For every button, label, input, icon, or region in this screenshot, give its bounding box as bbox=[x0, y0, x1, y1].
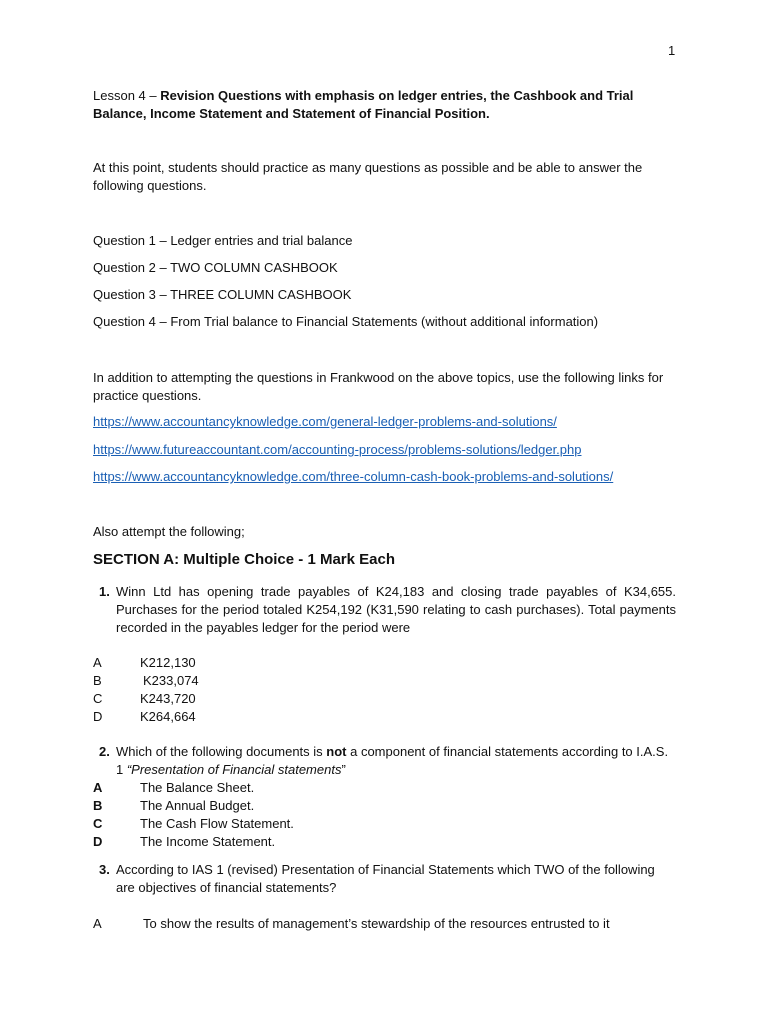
lesson-heading: Revision Questions with emphasis on ledger entries, the Cashbook and Trial Balance, Income Statement and Statement of Financial Position. bbox=[93, 88, 634, 121]
link-three-column-cash-book[interactable]: https://www.accountancyknowledge.com/three-column-cash-book-problems-and-solutions/ bbox=[93, 469, 614, 484]
intro-paragraph: At this point, students should practice as many questions as possible and be able to answer the following questions. bbox=[93, 160, 643, 193]
option-value: K212,130 bbox=[140, 655, 196, 670]
option-label: C bbox=[93, 691, 103, 706]
also-attempt-text: Also attempt the following; bbox=[93, 524, 245, 539]
section-heading: SECTION A: Multiple Choice - 1 Mark Each bbox=[93, 551, 395, 568]
question-list-item: Question 2 – TWO COLUMN CASHBOOK bbox=[93, 260, 338, 275]
option-value: The Income Statement. bbox=[140, 834, 276, 849]
option-label: D bbox=[93, 834, 103, 849]
links-intro: In addition to attempting the questions in Frankwood on the above topics, use the following links for practice questions. bbox=[93, 370, 664, 403]
option-value: K233,074 bbox=[143, 673, 199, 688]
option-value: The Cash Flow Statement. bbox=[140, 816, 294, 831]
option-label: D bbox=[93, 709, 103, 724]
option-value: The Balance Sheet. bbox=[140, 780, 255, 795]
question-number: 3. bbox=[99, 862, 110, 877]
question-list-item: Question 4 – From Trial balance to Financial Statements (without additional information) bbox=[93, 314, 599, 329]
lesson-prefix: Lesson 4 – bbox=[93, 88, 161, 103]
option-label: C bbox=[93, 816, 103, 831]
option-value: The Annual Budget. bbox=[140, 798, 255, 813]
question-3-text: According to IAS 1 (revised) Presentation of Financial Statements which TWO of the following are objectives of financial statements? bbox=[116, 862, 655, 895]
lesson-title bbox=[93, 87, 673, 123]
option-label: B bbox=[93, 673, 102, 688]
question-2-emphasis: not bbox=[326, 744, 347, 759]
question-1-text: Winn Ltd has opening trade payables of K24,183 and closing trade payables of K34,655. Purchases for the period totaled K254,192 (K31,590 relating to cash purchases). Total payments recorded in the payables ledger for the period were bbox=[116, 584, 676, 635]
option-label: B bbox=[93, 798, 103, 813]
option-label: A bbox=[93, 780, 103, 795]
option-label: A bbox=[93, 655, 102, 670]
page-number: 1 bbox=[668, 43, 676, 58]
option-value: K264,664 bbox=[140, 709, 196, 724]
link-general-ledger[interactable]: https://www.accountancyknowledge.com/general-ledger-problems-and-solutions/ bbox=[93, 414, 557, 429]
question-list-item: Question 1 – Ledger entries and trial balance bbox=[93, 233, 353, 248]
question-2-text-end: ” bbox=[341, 762, 346, 777]
option-value: K243,720 bbox=[140, 691, 196, 706]
question-number: 2. bbox=[99, 744, 110, 759]
link-future-accountant[interactable]: https://www.futureaccountant.com/accounting-process/problems-solutions/ledger.php bbox=[93, 442, 582, 457]
question-2-text bbox=[116, 743, 676, 779]
option-value: To show the results of management’s stewardship of the resources entrusted to it bbox=[143, 916, 610, 931]
option-label: A bbox=[93, 916, 102, 931]
question-2-text-middle: a component of financial statements according to I.A.S. 1 bbox=[116, 744, 669, 777]
question-2-text-start: Which of the following documents is bbox=[116, 744, 327, 759]
question-list-item: Question 3 – THREE COLUMN CASHBOOK bbox=[93, 287, 352, 302]
question-2-standard-title: “Presentation of Financial statements bbox=[126, 762, 342, 777]
question-number: 1. bbox=[99, 584, 110, 599]
